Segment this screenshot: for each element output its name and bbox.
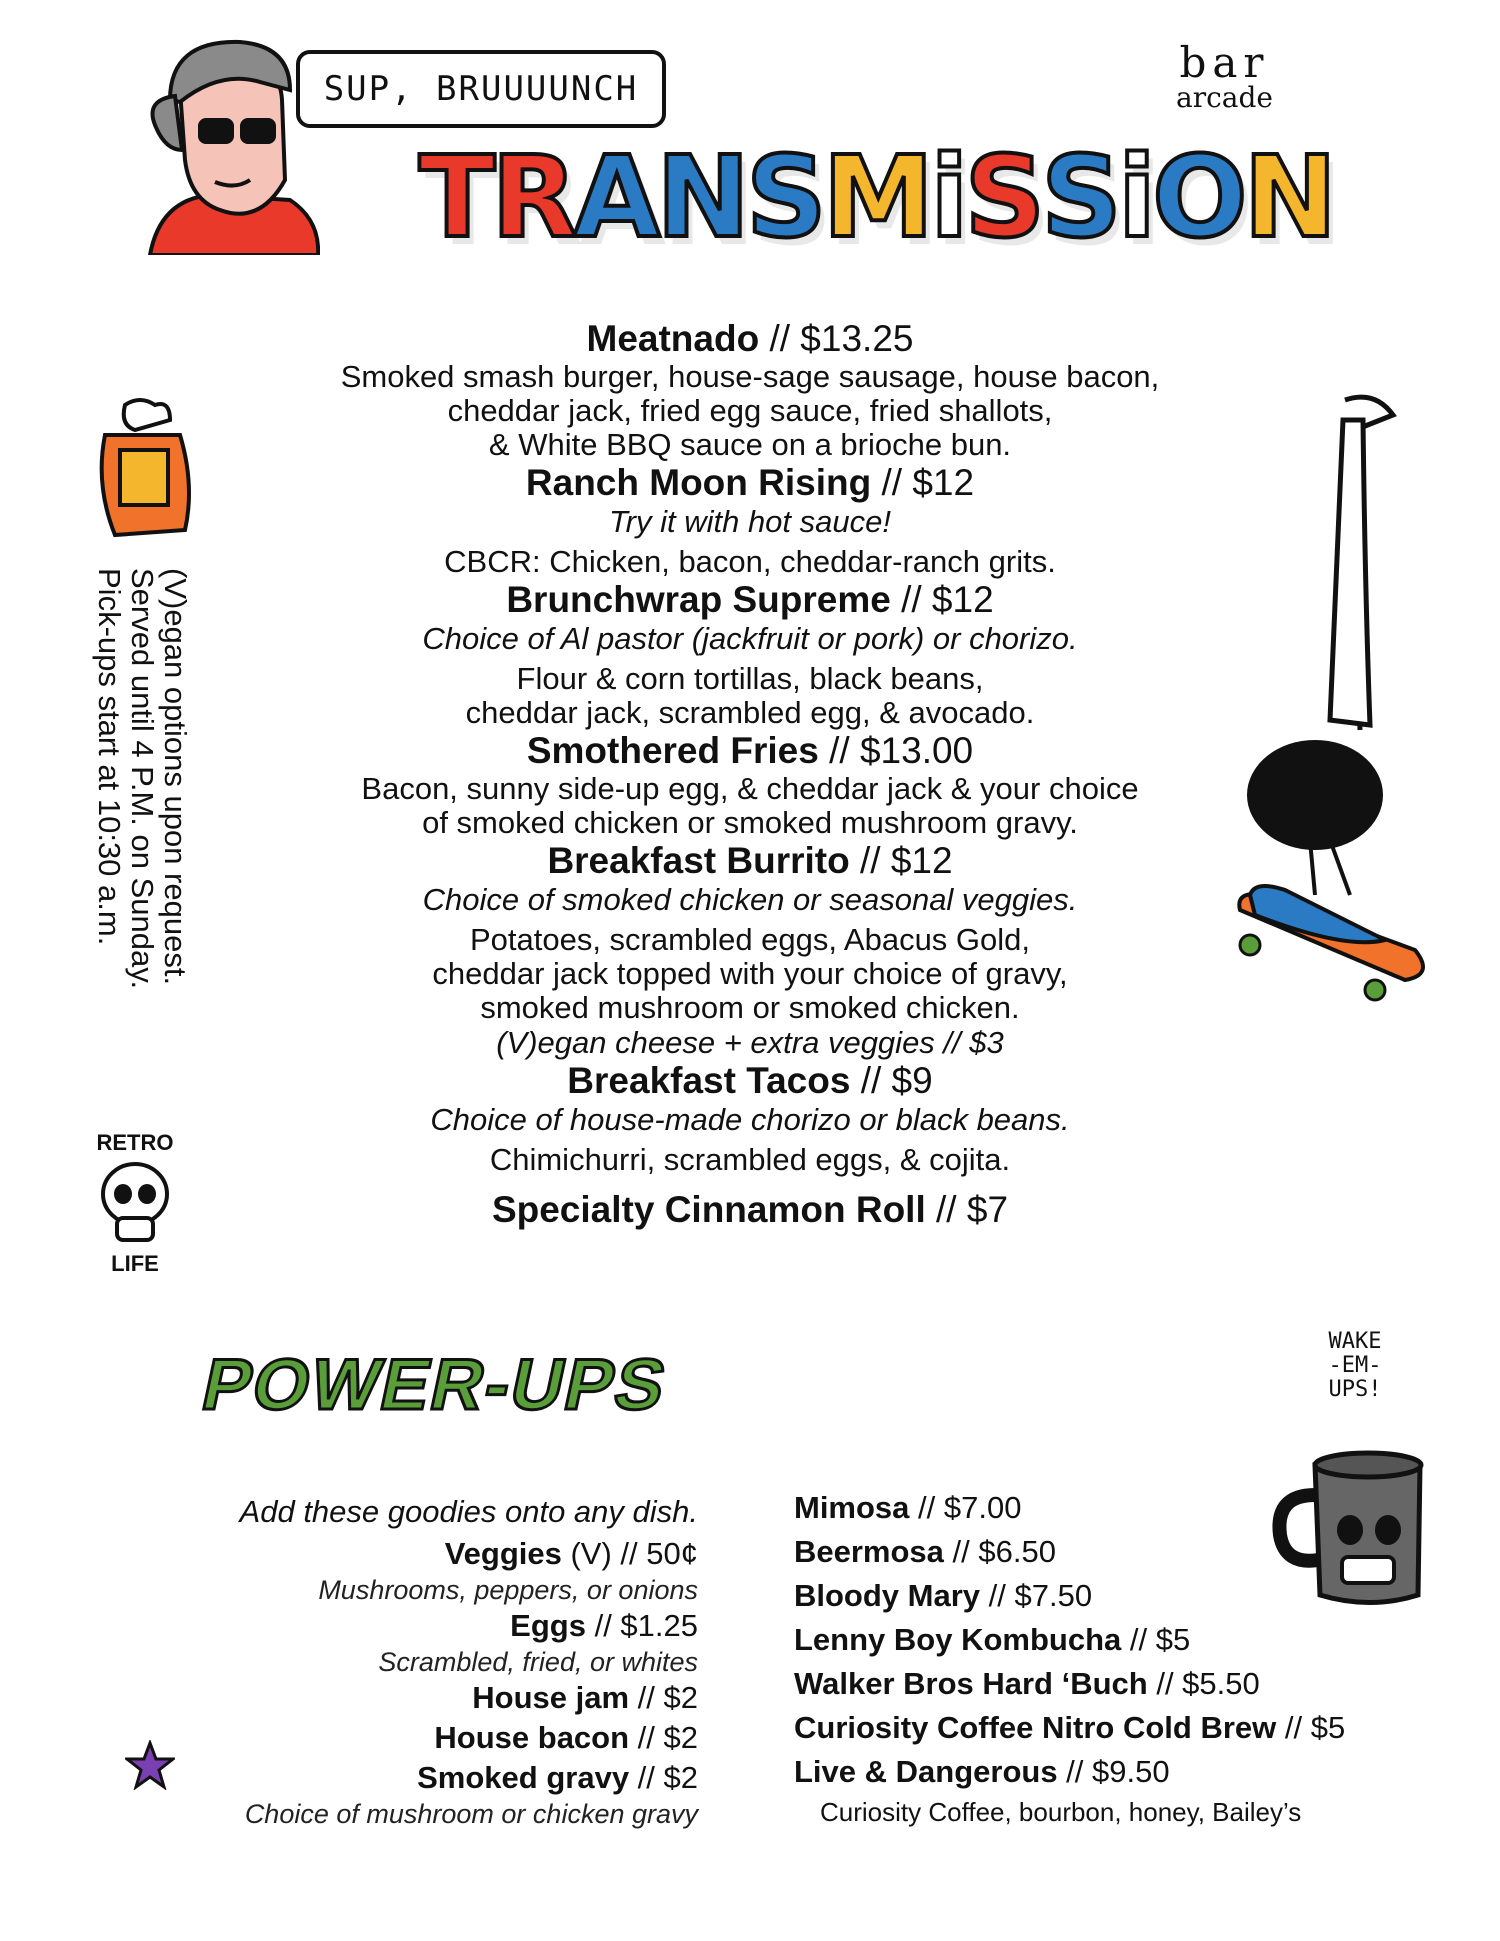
title-letter: S <box>964 133 1042 263</box>
power-up-item <box>120 1758 698 1830</box>
life-text: LIFE <box>111 1251 159 1276</box>
mascot-illustration <box>140 30 320 255</box>
drink-price: // $5.50 <box>1147 1666 1260 1701</box>
title-letter: N <box>1243 133 1334 263</box>
title-letter: S <box>1041 133 1118 263</box>
drink-item <box>794 1530 1474 1574</box>
brand-small-line2: arcade <box>1176 81 1273 114</box>
drink-name: Mimosa <box>794 1490 910 1525</box>
menu-item-desc: CBCR: Chicken, bacon, cheddar-ranch grits. <box>444 544 1056 579</box>
power-up-price: // $2 <box>629 1720 698 1755</box>
menu-item-name: Ranch Moon Rising <box>525 462 872 503</box>
drink-item <box>794 1574 1474 1618</box>
power-up-sub: Scrambled, fried, or whites <box>378 1647 698 1677</box>
menu-item-title <box>240 730 1260 772</box>
drink-item <box>794 1618 1474 1662</box>
menu-item-price: // $12 <box>859 840 953 881</box>
drink-name: Beermosa <box>794 1534 944 1569</box>
title-letter: S <box>745 133 823 263</box>
drink-price: // $5 <box>1276 1710 1346 1745</box>
menu-item-name: Specialty Cinnamon Roll <box>491 1189 926 1230</box>
arcade-cabinet-sticker <box>95 395 200 545</box>
title-letter: O <box>1152 133 1244 263</box>
brand-small-line1: bar <box>1179 38 1270 87</box>
menu-item-desc: Bacon, sunny side-up egg, & cheddar jack & your choice <box>361 771 1139 806</box>
menu-item-name: Breakfast Burrito <box>547 840 850 881</box>
title-letter: i <box>1117 133 1153 263</box>
menu-item-note: Choice of smoked chicken or seasonal veggies. <box>422 882 1078 917</box>
power-up-item <box>120 1678 698 1718</box>
menu-item-note: Choice of Al pastor (jackfruit or pork) or chorizo. <box>422 621 1078 656</box>
drink-name: Bloody Mary <box>794 1578 981 1613</box>
menu-item-name: Meatnado <box>586 318 760 359</box>
menu-item <box>240 730 1260 840</box>
menu-item-desc: & White BBQ sauce on a brioche bun. <box>488 427 1012 462</box>
side-note <box>92 568 192 1028</box>
menu-item-title <box>240 840 1260 882</box>
power-ups-logo: POWER-UPS <box>195 1345 675 1425</box>
menu-item-price: // $12 <box>881 462 975 503</box>
drink-item <box>794 1662 1474 1706</box>
power-up-sub: Choice of mushroom or chicken gravy <box>244 1799 698 1829</box>
title-letter: T <box>418 133 492 263</box>
menu-item-desc: Flour & corn tortillas, black beans, <box>516 661 984 696</box>
menu-item-title <box>240 1189 1260 1231</box>
side-note-line-2: Served until 4 P.M. on Sunday. <box>125 568 160 990</box>
title-letter: N <box>656 133 746 263</box>
menu-item-name: Brunchwrap Supreme <box>506 579 891 620</box>
menu-item-name: Smothered Fries <box>526 730 819 771</box>
power-up-name: House jam <box>472 1680 630 1715</box>
ostrich-skateboard-illustration <box>1235 390 1445 1010</box>
menu-item-desc: cheddar jack, scrambled egg, & avocado. <box>465 695 1035 730</box>
power-up-price: // $2 <box>629 1680 698 1715</box>
title-letter: i <box>930 133 965 263</box>
power-up-name: Smoked gravy <box>417 1760 630 1795</box>
menu-item-price: // $7 <box>936 1189 1009 1230</box>
power-up-price: // $2 <box>629 1760 698 1795</box>
menu-item <box>240 1060 1260 1189</box>
menu-item-title <box>240 462 1260 504</box>
power-up-name: Eggs <box>510 1608 586 1643</box>
title-letter: A <box>573 133 657 263</box>
power-up-item <box>120 1606 698 1678</box>
skull-icon <box>95 1156 175 1246</box>
power-ups-intro: Add these goodies onto any dish. <box>239 1494 698 1529</box>
menu-list <box>240 318 1260 1231</box>
drink-price: // $5 <box>1121 1622 1191 1657</box>
power-up-name: Veggies <box>444 1536 562 1571</box>
menu-item <box>240 462 1260 579</box>
title-letter: R <box>491 133 574 263</box>
power-ups-list <box>120 1490 698 1830</box>
menu-item-extra: (V)egan cheese + extra veggies // $3 <box>496 1025 1004 1060</box>
title-letter: M <box>822 133 931 263</box>
drink-item <box>794 1750 1474 1794</box>
menu-item-price: // $9 <box>860 1060 933 1101</box>
drink-item <box>794 1486 1474 1530</box>
menu-item-note: Try it with hot sauce! <box>609 504 891 539</box>
speech-bubble: SUP, BRUUUUNCH <box>296 50 666 128</box>
transmission-title <box>418 128 1334 268</box>
menu-item-title <box>240 579 1260 621</box>
menu-item-title <box>240 1060 1260 1102</box>
drinks-list <box>794 1486 1474 1830</box>
menu-item-price: // $12 <box>901 579 994 620</box>
menu-item-desc: cheddar jack topped with your choice of gravy, <box>432 956 1068 991</box>
drink-name: Curiosity Coffee Nitro Cold Brew <box>794 1710 1277 1745</box>
mug-text-1: WAKE <box>1328 1329 1382 1354</box>
menu-item-desc: smoked mushroom or smoked chicken. <box>480 990 1020 1025</box>
retro-life-sticker <box>80 1130 190 1280</box>
menu-item-name: Breakfast Tacos <box>567 1060 851 1101</box>
drink-price: // $6.50 <box>943 1534 1056 1569</box>
menu-item-title <box>240 318 1260 360</box>
menu-item-note: Choice of house-made chorizo or black beans. <box>430 1102 1070 1137</box>
retro-text: RETRO <box>96 1130 174 1155</box>
drink-price: // $7.50 <box>980 1578 1093 1613</box>
drink-name: Walker Bros Hard ‘Buch <box>794 1666 1148 1701</box>
menu-item <box>240 840 1260 1060</box>
menu-item-desc: Potatoes, scrambled eggs, Abacus Gold, <box>469 922 1031 957</box>
side-note-line-1: (V)egan options upon request. <box>158 568 193 986</box>
bar-arcade-logo <box>1176 38 1273 114</box>
menu-item-desc: Chimichurri, scrambled eggs, & cojita. <box>489 1142 1011 1177</box>
drink-name: Lenny Boy Kombucha <box>794 1622 1122 1657</box>
menu-item <box>240 579 1260 730</box>
drink-price: // $7.00 <box>909 1490 1022 1525</box>
power-up-tag: (V) <box>561 1536 612 1571</box>
power-up-item <box>120 1718 698 1758</box>
mug-text-3: UPS! <box>1328 1377 1382 1402</box>
drink-note: Curiosity Coffee, bourbon, honey, Bailey’s <box>820 1797 1302 1827</box>
drink-name: Live & Dangerous <box>794 1754 1058 1789</box>
menu-item-desc: cheddar jack, fried egg sauce, fried shallots, <box>447 393 1053 428</box>
side-note-line-3: Pick-ups start at 10:30 a.m. <box>92 568 127 946</box>
power-up-name: House bacon <box>434 1720 630 1755</box>
power-up-price: // $1.25 <box>585 1608 698 1643</box>
menu-item-price: // $13.00 <box>829 730 974 771</box>
power-up-price: // 50¢ <box>611 1536 698 1571</box>
power-up-sub: Mushrooms, peppers, or onions <box>318 1575 698 1605</box>
menu-item <box>240 318 1260 462</box>
menu-item-desc: of smoked chicken or smoked mushroom gravy. <box>422 805 1078 840</box>
menu-item <box>240 1189 1260 1231</box>
drink-item <box>794 1706 1474 1750</box>
menu-item-desc: Smoked smash burger, house-sage sausage, house bacon, <box>340 359 1160 394</box>
menu-item-price: // $13.25 <box>769 318 914 359</box>
mug-text-2: -EM- <box>1328 1353 1382 1378</box>
power-up-item <box>120 1534 698 1606</box>
drink-price: // $9.50 <box>1057 1754 1170 1789</box>
